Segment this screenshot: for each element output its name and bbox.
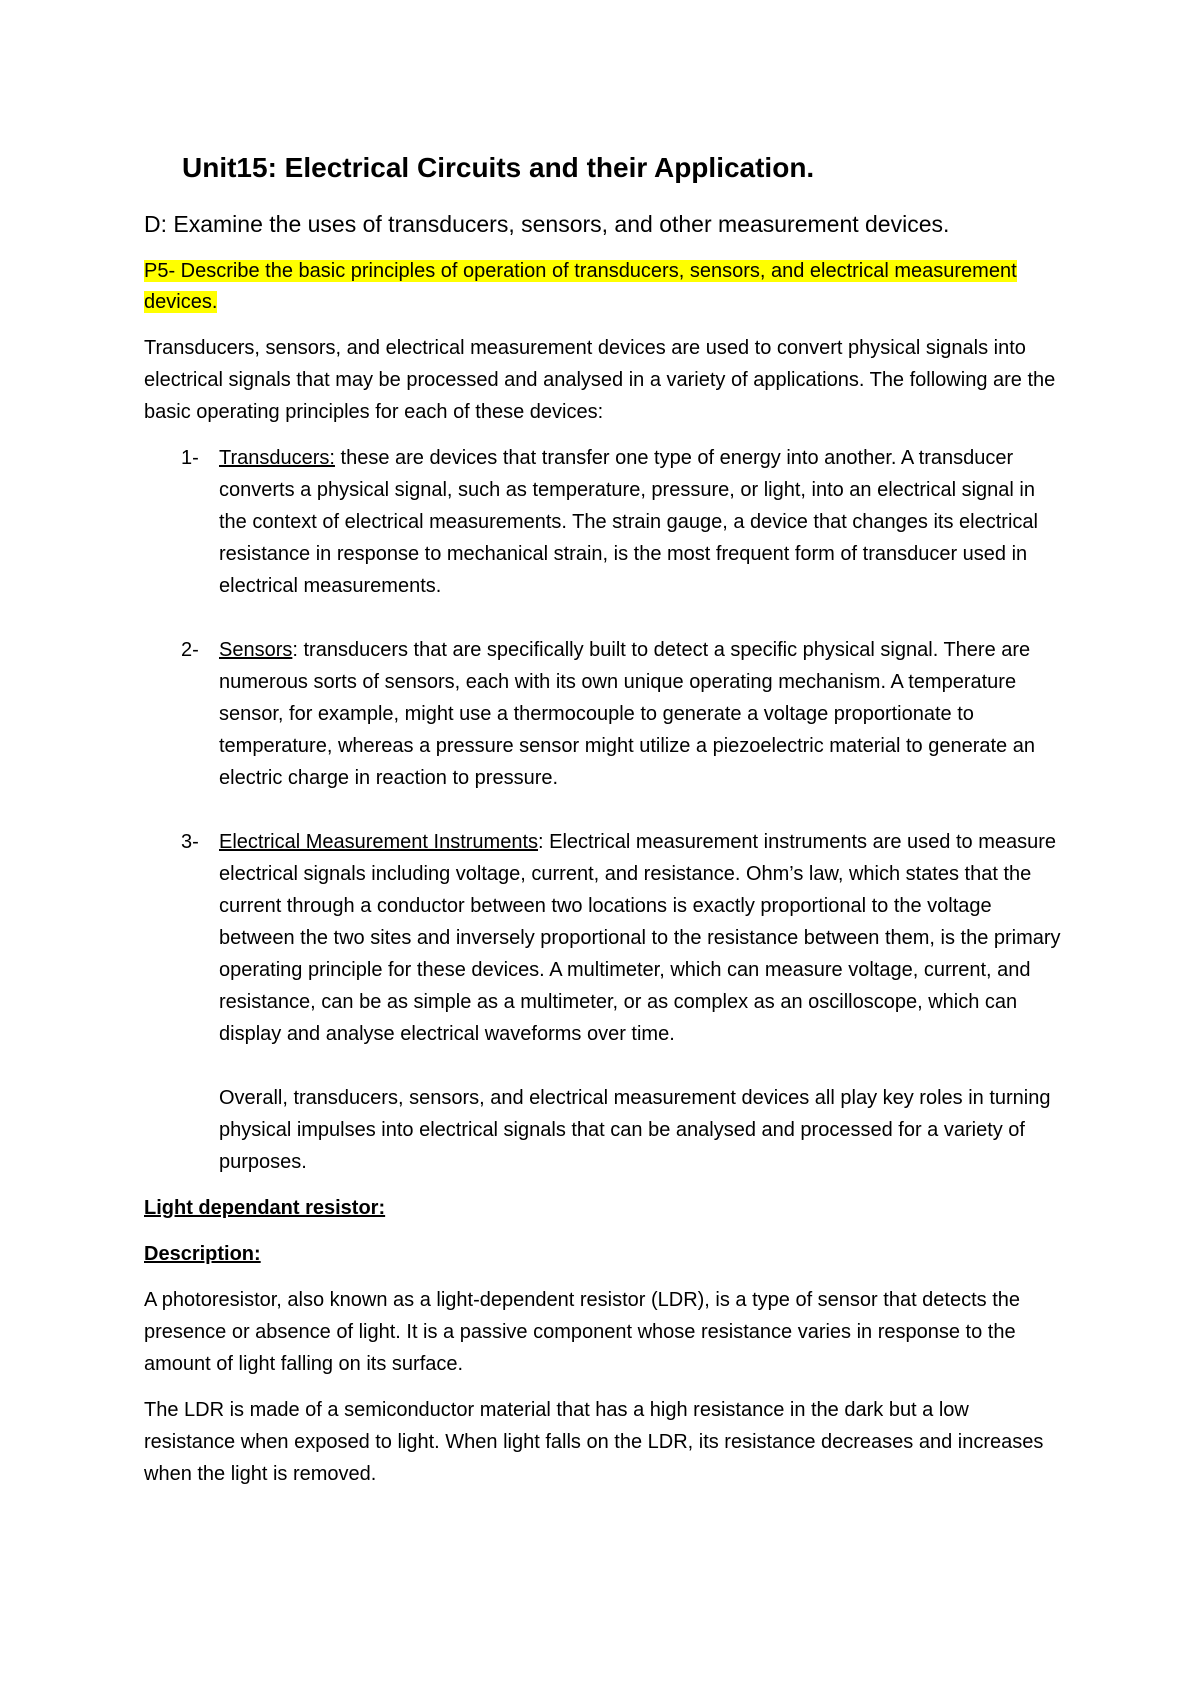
ldr-heading: Light dependant resistor:: [144, 1197, 386, 1219]
summary-paragraph: Overall, transducers, sensors, and electrical measurement devices all play key roles in turning physical impulses into electrical signals that can be analysed and processed for a variety of purposes.: [219, 1087, 1051, 1173]
list-term: Electrical Measurement Instruments: [219, 831, 539, 853]
list-item-instruments: [144, 826, 1064, 1178]
description-heading: Description:: [144, 1243, 261, 1265]
intro-paragraph: Transducers, sensors, and electrical measurement devices are used to convert physical signals into electrical signals that may be processed and analysed in a variety of applications. The following are the basic operating principles for each of these devices:: [144, 337, 1056, 423]
list-item-sensors: [144, 634, 1064, 794]
highlighted-task-text: P5- Describe the basic principles of operation of transducers, sensors, and electrical measurement devices.: [144, 260, 1017, 313]
document-title: Unit15: Electrical Circuits and their Application.: [182, 152, 815, 183]
list-text: these are devices that transfer one type of energy into another. A transducer converts a physical signal, such as temperature, pressure, or light, into an electrical signal in the context of electrical measurements. The strain gauge, a device that changes its electrical resistance in response to mechanical strain, is the most frequent form of transducer used in electrical measurements.: [219, 447, 1038, 597]
list-number: 3-: [181, 831, 199, 853]
highlighted-task: [144, 256, 1064, 318]
ldr-paragraph-1: A photoresistor, also known as a light-dependent resistor (LDR), is a type of sensor that detects the presence or absence of light. It is a passive component whose resistance varies in response to the amount of light falling on its surface.: [144, 1289, 1021, 1375]
principles-list: [144, 442, 1064, 1178]
list-item-transducers: [144, 442, 1064, 602]
list-number: 1-: [181, 447, 199, 469]
list-term: Sensors: [219, 639, 293, 661]
list-number: 2-: [181, 639, 199, 661]
list-text: : Electrical measurement instruments are used to measure electrical signals including voltage, current, and resistance. Ohm’s law, which states that the current through a conductor between two locations is exactly proportional to the voltage between the two sites and inversely proportional to the resistance between them, is the primary operating principle for these devices. A multimeter, which can measure voltage, current, and resistance, can be as simple as a multimeter, or as complex as an oscilloscope, which can display and analyse electrical waveforms over time.: [219, 831, 1061, 1045]
list-text: : transducers that are specifically built to detect a specific physical signal. There are numerous sorts of sensors, each with its own unique operating mechanism. A temperature sensor, for example, might use a thermocouple to generate a voltage proportionate to temperature, whereas a pressure sensor might utilize a piezoelectric material to generate an electric charge in reaction to pressure.: [219, 639, 1035, 789]
list-term: Transducers:: [219, 447, 335, 469]
ldr-paragraph-2: The LDR is made of a semiconductor material that has a high resistance in the dark but a low resistance when exposed to light. When light falls on the LDR, its resistance decreases and increases when the light is removed.: [144, 1399, 1044, 1485]
document-subtitle: D: Examine the uses of transducers, sensors, and other measurement devices.: [144, 211, 950, 237]
document-body: [144, 150, 1064, 1504]
